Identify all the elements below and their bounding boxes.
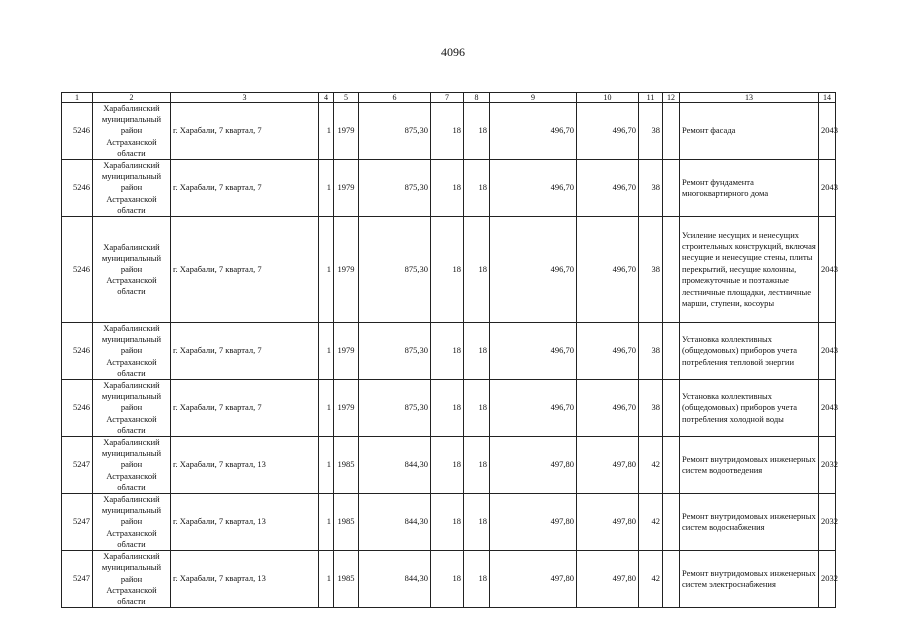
col11-cell: 42: [639, 551, 663, 608]
col10-cell: 496,70: [577, 217, 639, 323]
id-cell: 5246: [62, 217, 93, 323]
col10-cell: 496,70: [577, 323, 639, 380]
col9-cell: 496,70: [490, 323, 577, 380]
address-cell: г. Харабали, 7 квартал, 13: [171, 551, 319, 608]
municipality-cell: Харабалинский муниципальный район Астраханской области: [93, 494, 171, 551]
col4-cell: 1: [319, 437, 334, 494]
col7-cell: 18: [431, 217, 464, 323]
col12-cell: [663, 494, 680, 551]
plan-year-cell: 2043: [819, 323, 836, 380]
col10-cell: 497,80: [577, 437, 639, 494]
municipality-cell: Харабалинский муниципальный район Астраханской области: [93, 323, 171, 380]
table-row: [62, 494, 836, 551]
work-type-cell: Установка коллективных (общедомовых) приборов учета потребления тепловой энергии: [680, 323, 819, 380]
plan-year-cell: 2032: [819, 437, 836, 494]
year-cell: 1979: [334, 323, 359, 380]
col7-cell: 18: [431, 494, 464, 551]
col10-cell: 497,80: [577, 551, 639, 608]
table-row: [62, 160, 836, 217]
table-row: [62, 380, 836, 437]
column-number-cell: 13: [680, 93, 819, 103]
work-type-cell: Установка коллективных (общедомовых) приборов учета потребления холодной воды: [680, 380, 819, 437]
id-cell: 5246: [62, 160, 93, 217]
column-number-cell: 8: [464, 93, 490, 103]
col9-cell: 496,70: [490, 380, 577, 437]
id-cell: 5247: [62, 551, 93, 608]
municipality-cell: Харабалинский муниципальный район Астраханской области: [93, 380, 171, 437]
table-row: [62, 103, 836, 160]
table-row: [62, 551, 836, 608]
municipality-cell: Харабалинский муниципальный район Астраханской области: [93, 160, 171, 217]
col7-cell: 18: [431, 160, 464, 217]
col12-cell: [663, 160, 680, 217]
column-number-cell: 1: [62, 93, 93, 103]
id-cell: 5246: [62, 103, 93, 160]
col8-cell: 18: [464, 551, 490, 608]
col4-cell: 1: [319, 380, 334, 437]
municipality-cell: Харабалинский муниципальный район Астраханской области: [93, 103, 171, 160]
year-cell: 1985: [334, 494, 359, 551]
col7-cell: 18: [431, 437, 464, 494]
work-type-cell: Ремонт внутридомовых инженерных систем электроснабжения: [680, 551, 819, 608]
work-type-cell: Усиление несущих и ненесущих строительных конструкций, включая несущие и ненесущие стены, плиты перекрытий, несущие колонны, промежуточные и поэтажные лестничные площадки, лестничные марши, ступени, косоуры: [680, 217, 819, 323]
col11-cell: 38: [639, 217, 663, 323]
column-number-cell: 12: [663, 93, 680, 103]
year-cell: 1979: [334, 103, 359, 160]
work-type-cell: Ремонт внутридомовых инженерных систем водоснабжения: [680, 494, 819, 551]
col11-cell: 42: [639, 437, 663, 494]
col10-cell: 496,70: [577, 380, 639, 437]
col10-cell: 496,70: [577, 103, 639, 160]
col12-cell: [663, 217, 680, 323]
id-cell: 5247: [62, 437, 93, 494]
column-number-cell: 7: [431, 93, 464, 103]
page-number: 4096: [441, 45, 465, 59]
work-type-cell: Ремонт фундамента многоквартирного дома: [680, 160, 819, 217]
municipality-cell: Харабалинский муниципальный район Астраханской области: [93, 437, 171, 494]
column-number-cell: 9: [490, 93, 577, 103]
col7-cell: 18: [431, 380, 464, 437]
column-number-row: [62, 93, 836, 103]
area-cell: 844,30: [359, 494, 431, 551]
year-cell: 1985: [334, 551, 359, 608]
year-cell: 1985: [334, 437, 359, 494]
register-table: [61, 92, 836, 608]
col9-cell: 496,70: [490, 160, 577, 217]
address-cell: г. Харабали, 7 квартал, 13: [171, 437, 319, 494]
area-cell: 875,30: [359, 103, 431, 160]
table-row: [62, 217, 836, 323]
id-cell: 5247: [62, 494, 93, 551]
municipality-cell: Харабалинский муниципальный район Астраханской области: [93, 217, 171, 323]
area-cell: 875,30: [359, 217, 431, 323]
area-cell: 875,30: [359, 160, 431, 217]
col11-cell: 42: [639, 494, 663, 551]
table-row: [62, 323, 836, 380]
plan-year-cell: 2032: [819, 494, 836, 551]
address-cell: г. Харабали, 7 квартал, 7: [171, 323, 319, 380]
col4-cell: 1: [319, 160, 334, 217]
id-cell: 5246: [62, 380, 93, 437]
col8-cell: 18: [464, 437, 490, 494]
col10-cell: 497,80: [577, 494, 639, 551]
col8-cell: 18: [464, 217, 490, 323]
table-row: [62, 437, 836, 494]
col9-cell: 497,80: [490, 437, 577, 494]
address-cell: г. Харабали, 7 квартал, 7: [171, 217, 319, 323]
col11-cell: 38: [639, 380, 663, 437]
column-number-cell: 6: [359, 93, 431, 103]
column-number-cell: 11: [639, 93, 663, 103]
col10-cell: 496,70: [577, 160, 639, 217]
col4-cell: 1: [319, 551, 334, 608]
col8-cell: 18: [464, 323, 490, 380]
area-cell: 844,30: [359, 437, 431, 494]
work-type-cell: Ремонт фасада: [680, 103, 819, 160]
col8-cell: 18: [464, 380, 490, 437]
address-cell: г. Харабали, 7 квартал, 13: [171, 494, 319, 551]
col4-cell: 1: [319, 494, 334, 551]
column-number-cell: 5: [334, 93, 359, 103]
column-number-cell: 3: [171, 93, 319, 103]
col12-cell: [663, 103, 680, 160]
area-cell: 875,30: [359, 323, 431, 380]
col12-cell: [663, 323, 680, 380]
plan-year-cell: 2043: [819, 160, 836, 217]
column-number-cell: 2: [93, 93, 171, 103]
column-number-cell: 14: [819, 93, 836, 103]
col8-cell: 18: [464, 103, 490, 160]
col4-cell: 1: [319, 323, 334, 380]
col12-cell: [663, 551, 680, 608]
year-cell: 1979: [334, 160, 359, 217]
work-type-cell: Ремонт внутридомовых инженерных систем водоотведения: [680, 437, 819, 494]
col11-cell: 38: [639, 160, 663, 217]
id-cell: 5246: [62, 323, 93, 380]
col11-cell: 38: [639, 323, 663, 380]
column-number-cell: 10: [577, 93, 639, 103]
col9-cell: 497,80: [490, 551, 577, 608]
plan-year-cell: 2043: [819, 103, 836, 160]
year-cell: 1979: [334, 380, 359, 437]
address-cell: г. Харабали, 7 квартал, 7: [171, 160, 319, 217]
col12-cell: [663, 380, 680, 437]
area-cell: 875,30: [359, 380, 431, 437]
col7-cell: 18: [431, 323, 464, 380]
col9-cell: 496,70: [490, 103, 577, 160]
area-cell: 844,30: [359, 551, 431, 608]
register-body: [62, 93, 836, 608]
col4-cell: 1: [319, 217, 334, 323]
col8-cell: 18: [464, 494, 490, 551]
plan-year-cell: 2043: [819, 380, 836, 437]
col8-cell: 18: [464, 160, 490, 217]
address-cell: г. Харабали, 7 квартал, 7: [171, 103, 319, 160]
column-number-cell: 4: [319, 93, 334, 103]
municipality-cell: Харабалинский муниципальный район Астраханской области: [93, 551, 171, 608]
year-cell: 1979: [334, 217, 359, 323]
col9-cell: 496,70: [490, 217, 577, 323]
col7-cell: 18: [431, 551, 464, 608]
plan-year-cell: 2032: [819, 551, 836, 608]
col12-cell: [663, 437, 680, 494]
address-cell: г. Харабали, 7 квартал, 7: [171, 380, 319, 437]
col9-cell: 497,80: [490, 494, 577, 551]
col7-cell: 18: [431, 103, 464, 160]
col4-cell: 1: [319, 103, 334, 160]
col11-cell: 38: [639, 103, 663, 160]
plan-year-cell: 2043: [819, 217, 836, 323]
